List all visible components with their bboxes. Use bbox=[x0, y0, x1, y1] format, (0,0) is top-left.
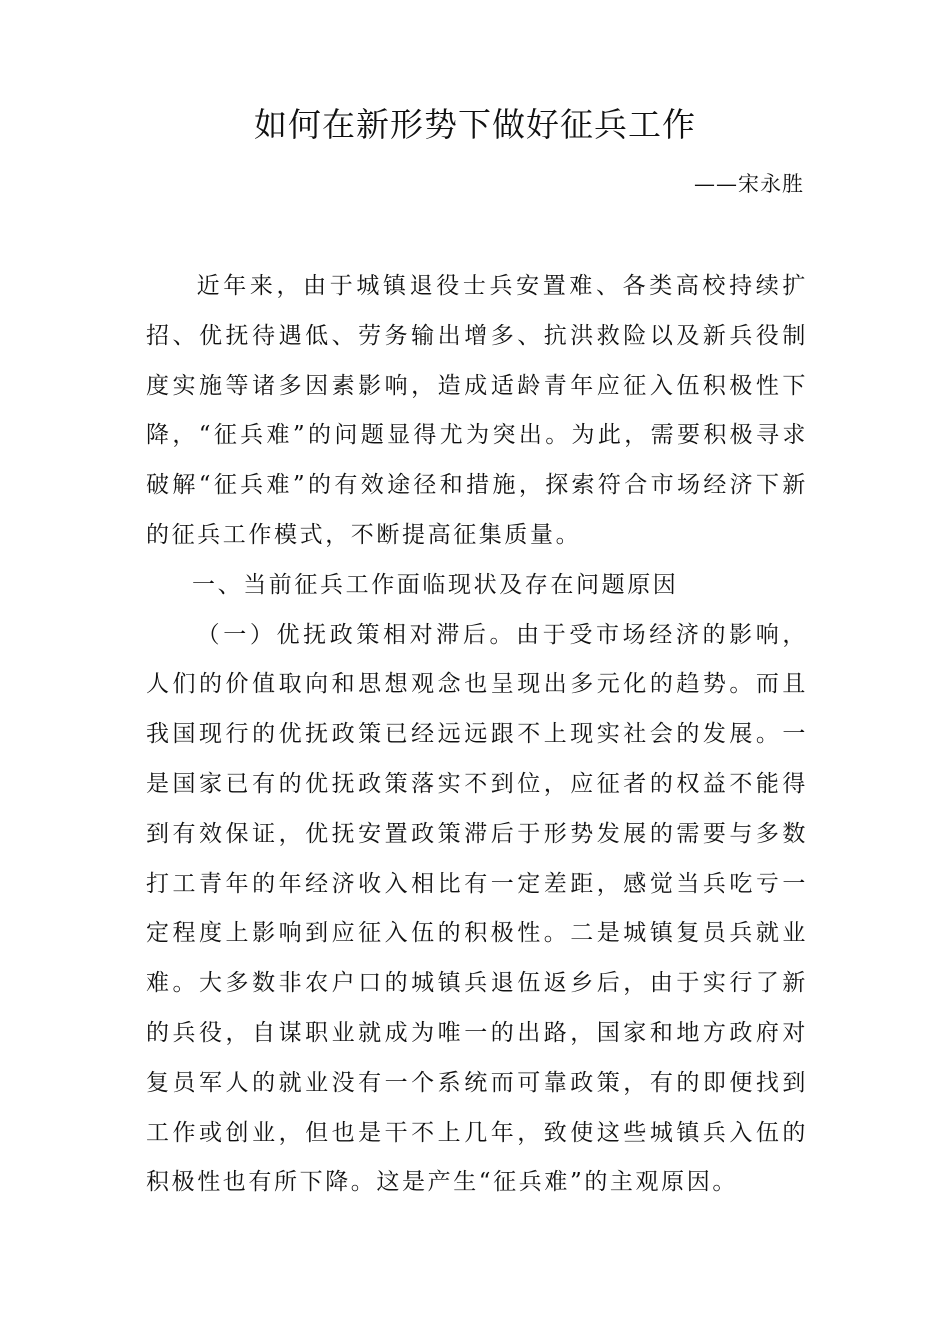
document-title: 如何在新形势下做好征兵工作 bbox=[254, 105, 696, 144]
section-heading: 一、当前征兵工作面临现状及存在问题原因 bbox=[192, 571, 679, 598]
subsection-paragraph: （一）优抚政策相对滞后。由于受市场经济的影响，人们的价值取向和思想观念也呈现出多元化的趋势。而且我国现行的优抚政策已经远远跟不上现实社会的发展。一是国家已有的优抚政策落实不到位，应征者的权益不能得到有效保证，优抚安置政策滞后于形势发展的需要与多数打工青年的年经济收入相比有一定差距，感觉当兵吃亏一定程度上影响到应征入伍的积极性。二是城镇复员兵就业难。大多数非农户口的城镇兵退伍返乡后，由于实行了新的兵役，自谋职业就成为唯一的出路，国家和地方政府对复员军人的就业没有一个系统而可靠政策，有的即便找到工作或创业，但也是干不上几年，致使这些城镇兵入伍的积极性也有所下降。这是产生“征兵难”的主观原因。 bbox=[146, 621, 808, 1196]
intro-paragraph: 近年来，由于城镇退役士兵安置难、各类高校持续扩招、优抚待遇低、劳务输出增多、抗洪救险以及新兵役制度实施等诸多因素影响，造成适龄青年应征入伍积极性下降，“征兵难”的问题显得尤为突出。为此，需要积极寻求破解“征兵难”的有效途径和措施，探索符合市场经济下新的征兵工作模式，不断提高征集质量。 bbox=[146, 273, 808, 548]
document-body bbox=[146, 262, 808, 1208]
document-author: ——宋永胜 bbox=[694, 172, 804, 196]
